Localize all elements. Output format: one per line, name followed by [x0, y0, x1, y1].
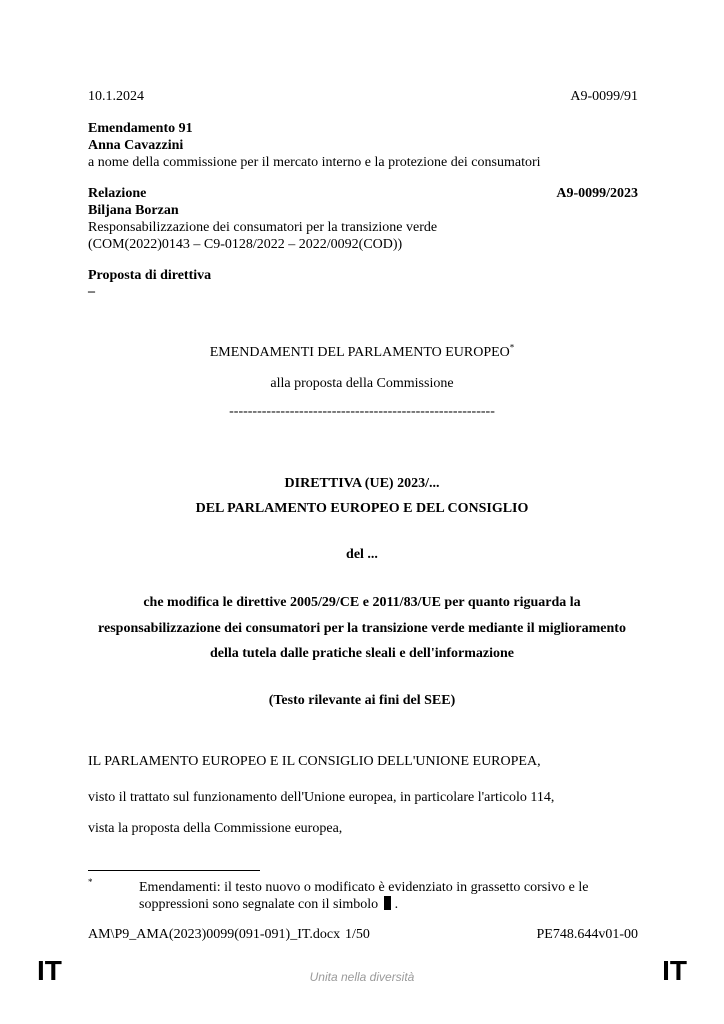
- document-reference: A9-0099/91: [570, 89, 638, 104]
- directive-title-line1: DIRETTIVA (UE) 2023/...: [284, 476, 440, 491]
- footnote-line2: soppressioni sono segnalate con il simbolo .: [139, 897, 399, 912]
- footer-filename: AM\P9_AMA(2023)0099(091-091)_IT.docx: [88, 927, 341, 942]
- body-preamble-line3: vista la proposta della Commissione europea,: [88, 821, 343, 836]
- amendments-heading: EMENDAMENTI DEL PARLAMENTO EUROPEO*: [209, 342, 515, 360]
- directive-subject-line2: responsabilizzazione dei consumatori per la transizione verde mediante il miglioramento: [98, 621, 626, 636]
- directive-subject-line3: della tutela dalle pratiche sleali e dell'informazione: [209, 646, 515, 661]
- body-preamble-line1: IL PARLAMENTO EUROPEO E IL CONSIGLIO DELL'UNIONE EUROPEA,: [88, 754, 541, 769]
- directive-subject-line1: che modifica le direttive 2005/29/CE e 2011/83/UE per quanto riguarda la: [143, 595, 581, 610]
- amendment-author: Anna Cavazzini: [88, 138, 184, 153]
- language-code-right: IT: [662, 955, 687, 986]
- report-subject: Responsabilizzazione dei consumatori per la transizione verde: [88, 220, 438, 235]
- report-label: Relazione: [88, 186, 147, 201]
- eea-relevance: (Testo rilevante ai fini del SEE): [268, 693, 456, 708]
- footer-pe-reference: PE748.644v01-00: [536, 927, 638, 942]
- directive-date: del ...: [346, 547, 378, 562]
- directive-title-line2: DEL PARLAMENTO EUROPEO E DEL CONSIGLIO: [195, 501, 529, 516]
- language-code-left: IT: [37, 955, 62, 986]
- report-procedure: (COM(2022)0143 – C9-0128/2022 – 2022/0092(COD)): [88, 237, 403, 252]
- footnote-marker: *: [88, 877, 93, 887]
- amendment-on-behalf: a nome della commissione per il mercato interno e la protezione dei consumatori: [88, 155, 541, 170]
- proposal-label: Proposta di direttiva: [88, 268, 212, 283]
- footnote-reference: *: [509, 342, 515, 353]
- separator-line: ---------------------------------------------------------: [229, 404, 495, 419]
- footnote-divider: [88, 870, 260, 871]
- proposal-dash: –: [88, 284, 95, 299]
- body-preamble-line2: visto il trattato sul funzionamento dell'Unione europea, in particolare l'articolo 114,: [88, 790, 555, 805]
- commission-line: alla proposta della Commissione: [270, 376, 454, 391]
- amendment-title: Emendamento 91: [88, 121, 193, 136]
- report-reference: A9-0099/2023: [556, 186, 638, 201]
- deletion-symbol-icon: [384, 896, 391, 910]
- report-rapporteur: Biljana Borzan: [88, 203, 179, 218]
- eu-motto: Unita nella diversità: [309, 970, 415, 984]
- footer-page-number: 1/50: [345, 927, 370, 942]
- footnote-line1: Emendamenti: il testo nuovo o modificato è evidenziato in grassetto corsivo e le: [139, 880, 589, 895]
- document-date: 10.1.2024: [88, 89, 144, 104]
